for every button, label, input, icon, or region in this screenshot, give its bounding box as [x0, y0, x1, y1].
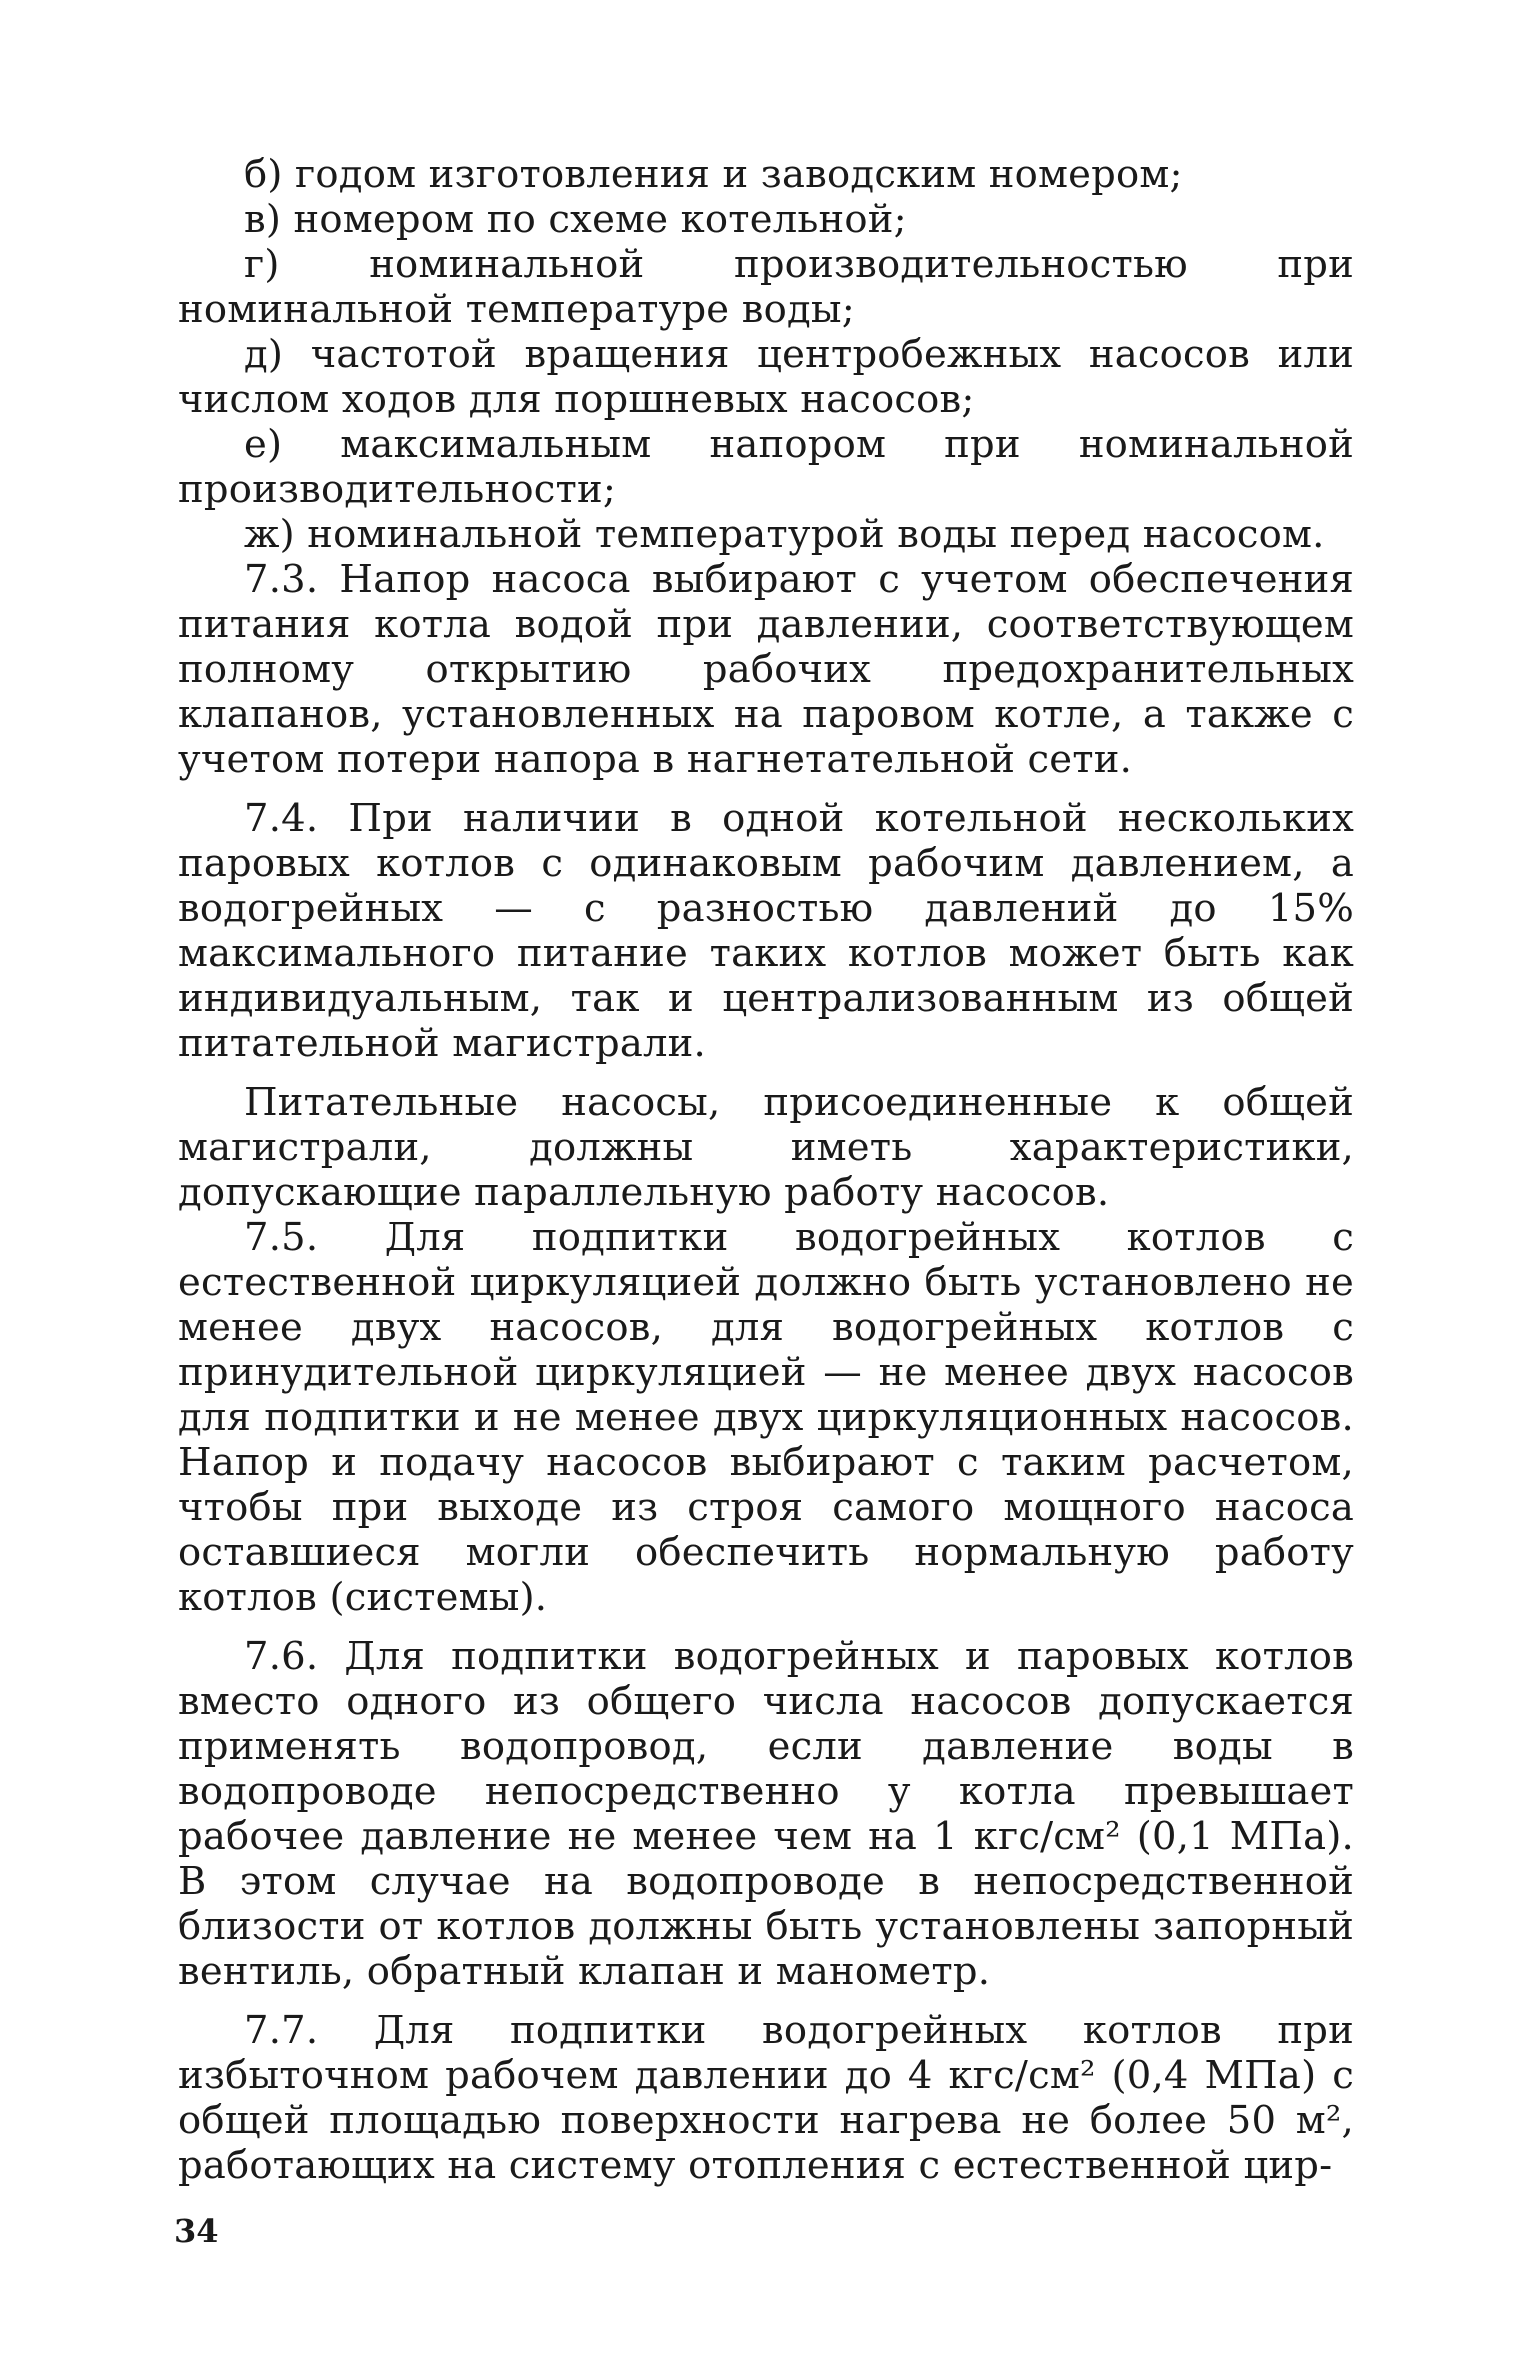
- clause-7-3: 7.3. Напор насоса выбирают с учетом обеспечения питания котла водой при давлении, соответствующем полному открытию рабочих предохранительных клапанов, установленных на паровом котле, а также с учетом потери напора в нагнетательной сети.: [178, 557, 1354, 782]
- list-item-zh: ж) номинальной температурой воды перед насосом.: [244, 512, 1325, 557]
- list-item-e: е) максимальным напором при номинальной производительности;: [178, 422, 1354, 512]
- clause-7-5: 7.5. Для подпитки водогрейных котлов с естественной циркуляцией должно быть установлено не менее двух насосов, для водогрейных котлов с принудительной циркуляцией — не менее двух насосов для подпитки и не менее двух циркуляционных насосов. Напор и подачу насосов выбирают с таким расчетом, чтобы при выходе из строя самого мощного насоса оставшиеся могли обеспечить нормальную работу котлов (системы).: [178, 1215, 1354, 1620]
- list-item-g: г) номинальной производительностью при номинальной температуре воды;: [178, 242, 1354, 332]
- body-text: [178, 152, 1354, 2188]
- clause-7-4-continued: Питательные насосы, присоединенные к общей магистрали, должны иметь характеристики, допускающие параллельную работу насосов.: [178, 1080, 1354, 1215]
- clause-7-7: 7.7. Для подпитки водогрейных котлов при избыточном рабочем давлении до 4 кгс/см² (0,4 МПа) с общей площадью поверхности нагрева не более 50 м², работающих на систему отопления с естественной цир-: [178, 2008, 1354, 2188]
- list-item-d: д) частотой вращения центробежных насосов или числом ходов для поршневых насосов;: [178, 332, 1354, 422]
- list-item-v: в) номером по схеме котельной;: [244, 197, 907, 242]
- page-number: 34: [174, 2212, 219, 2250]
- clause-7-4: 7.4. При наличии в одной котельной нескольких паровых котлов с одинаковым рабочим давлением, а водогрейных — с разностью давлений до 15% максимального питание таких котлов может быть как индивидуальным, так и централизованным из общей питательной магистрали.: [178, 796, 1354, 1066]
- clause-7-6: 7.6. Для подпитки водогрейных и паровых котлов вместо одного из общего числа насосов допускается применять водопровод, если давление воды в водопроводе непосредственно у котла превышает рабочее давление не менее чем на 1 кгс/см² (0,1 МПа). В этом случае на водопроводе в непосредственной близости от котлов должны быть установлены запорный вентиль, обратный клапан и манометр.: [178, 1634, 1354, 1994]
- list-item-b: б) годом изготовления и заводским номером;: [244, 152, 1183, 197]
